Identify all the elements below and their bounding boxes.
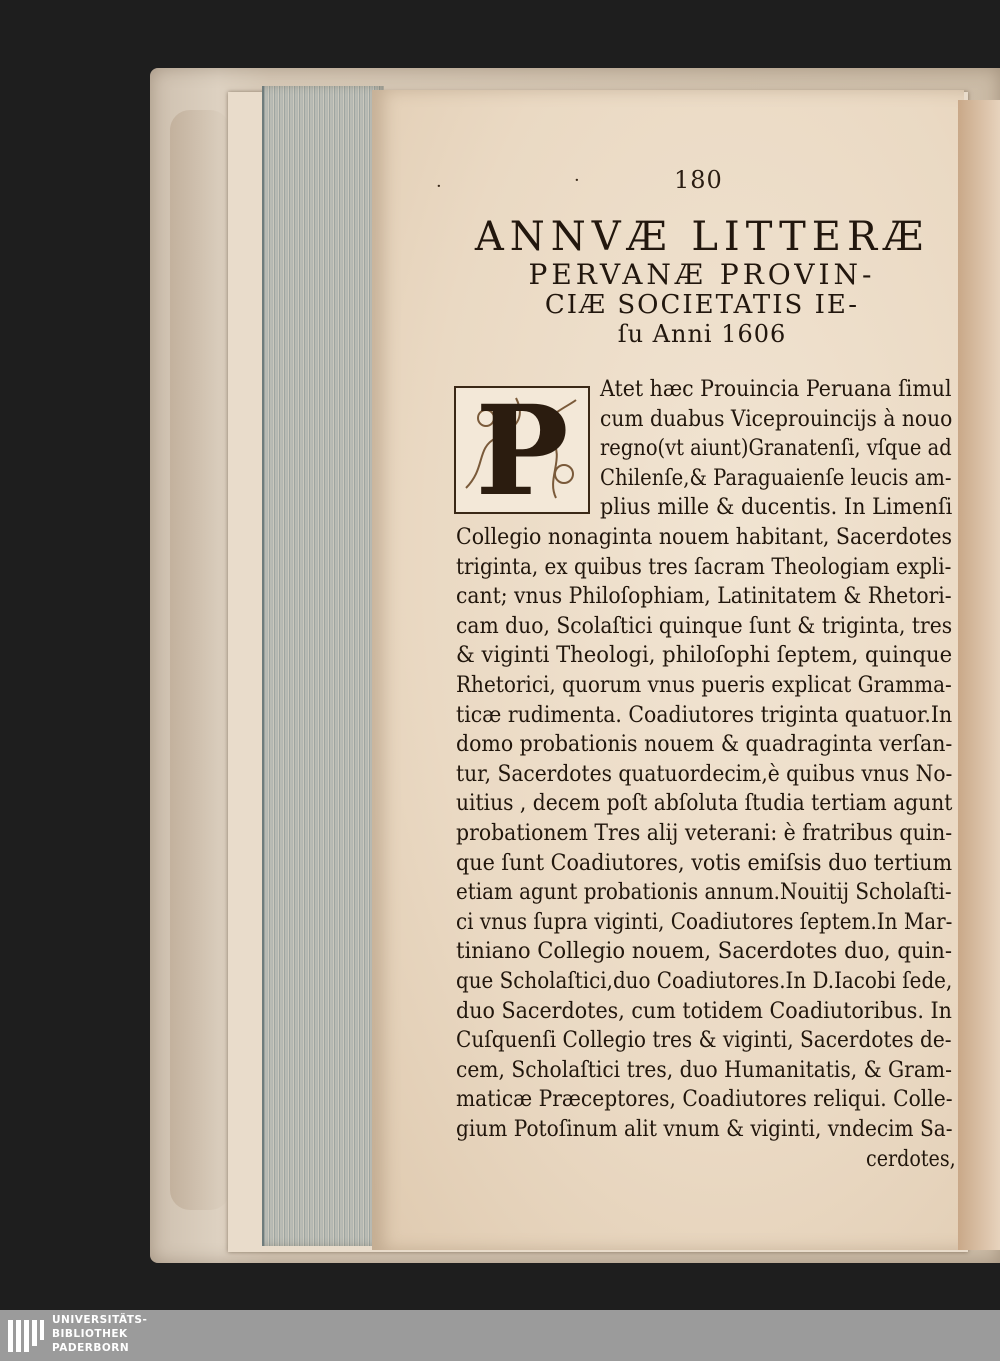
body-line: ticæ rudimenta. Coadiutores triginta quatuor.In bbox=[456, 701, 953, 728]
body-line: plius mille & ducentis. In Limenſi bbox=[600, 494, 953, 521]
title-line-2: PERVANÆ PROVIN- bbox=[528, 258, 876, 291]
body-line: cant; vnus Philoſophiam, Latinitatem & Rhetori- bbox=[456, 583, 952, 610]
title-line-1: ANNVÆ LITTERÆ bbox=[474, 214, 930, 260]
ink-speck: · bbox=[436, 176, 442, 197]
body-line: domo probationis nouem & quadraginta verſan- bbox=[456, 731, 953, 758]
body-line: Rhetorici, quorum vnus pueris explicat Gramma- bbox=[456, 672, 952, 698]
title-line-4: ſu Anni 1606 bbox=[617, 320, 787, 348]
body-line: Chilenſe,& Paraguaienſe leucis am- bbox=[600, 464, 952, 491]
body-line: que Scholaſtici,duo Coadiutores.In D.Iacobi ſede, bbox=[456, 968, 953, 994]
body-line: gium Potoſinum alit vnum & viginti, vndecim Sa- bbox=[456, 1116, 953, 1142]
body-line: que ſunt Coadiutores, votis emiſsis duo tertium bbox=[456, 849, 953, 876]
body-line: cerdotes, bbox=[866, 1145, 956, 1172]
body-line: maticæ Præceptores, Coadiutores reliqui. Colle- bbox=[456, 1086, 953, 1113]
body-line: uitius , decem poſt abſoluta ſtudia tertiam agunt bbox=[456, 790, 953, 817]
body-line: probationem Tres alij veterani: è fratribus quin- bbox=[456, 820, 953, 846]
page-edges bbox=[262, 86, 384, 1246]
body-line: triginta, ex quibus tres ſacram Theologiam expli- bbox=[456, 553, 952, 580]
page-number: 180 bbox=[674, 166, 723, 194]
body-line: ci vnus ſupra viginti, Coadiutores ſeptem.In Mar- bbox=[456, 908, 953, 935]
ink-speck: · bbox=[574, 170, 580, 191]
library-name-line-1: UNIVERSITÄTS- bbox=[52, 1314, 148, 1326]
library-name-line-2: BIBLIOTHEK bbox=[52, 1328, 128, 1340]
body-line: Cuſquenſi Collegio tres & viginti, Sacerdotes de- bbox=[456, 1027, 952, 1054]
library-name bbox=[52, 1313, 147, 1355]
body-line: Collegio nonaginta nouem habitant, Sacerdotes bbox=[456, 524, 953, 550]
body-line: etiam agunt probationis annum.Nouitij Scholaſti- bbox=[456, 879, 952, 906]
library-logo-icon bbox=[6, 1316, 46, 1356]
title-line-3: CIÆ SOCIETATIS IE- bbox=[544, 290, 860, 320]
body-line: tiniano Collegio nouem, Sacerdotes duo, quin- bbox=[456, 938, 952, 965]
body-line: tur, Sacerdotes quatuordecim,è quibus vnus No- bbox=[456, 760, 953, 787]
facing-page-edge bbox=[958, 100, 1000, 1250]
body-line: duo Sacerdotes, cum totidem Coadiutoribus. In bbox=[456, 997, 952, 1024]
body-line: cam duo, Scolaſtici quinque ſunt & triginta, tres bbox=[456, 612, 953, 639]
initial-letter: P bbox=[475, 379, 569, 524]
body-line: cum duabus Viceprouincijs à nouo bbox=[600, 405, 953, 432]
library-name-line-3: PADERBORN bbox=[52, 1342, 130, 1354]
footer-bar bbox=[0, 1310, 1000, 1361]
cover-stain bbox=[170, 110, 230, 1210]
decorated-initial bbox=[454, 379, 590, 524]
body-line: Atet hæc Prouincia Peruana ſimul bbox=[600, 376, 952, 402]
body-line: & viginti Theologi, philoſophi ſeptem, quinque bbox=[456, 642, 953, 669]
body-line: regno(vt aiunt)Granatenſi, vſque ad bbox=[600, 435, 952, 462]
body-line: cem, Scholaſtici tres, duo Humanitatis, & Gram- bbox=[456, 1056, 952, 1083]
